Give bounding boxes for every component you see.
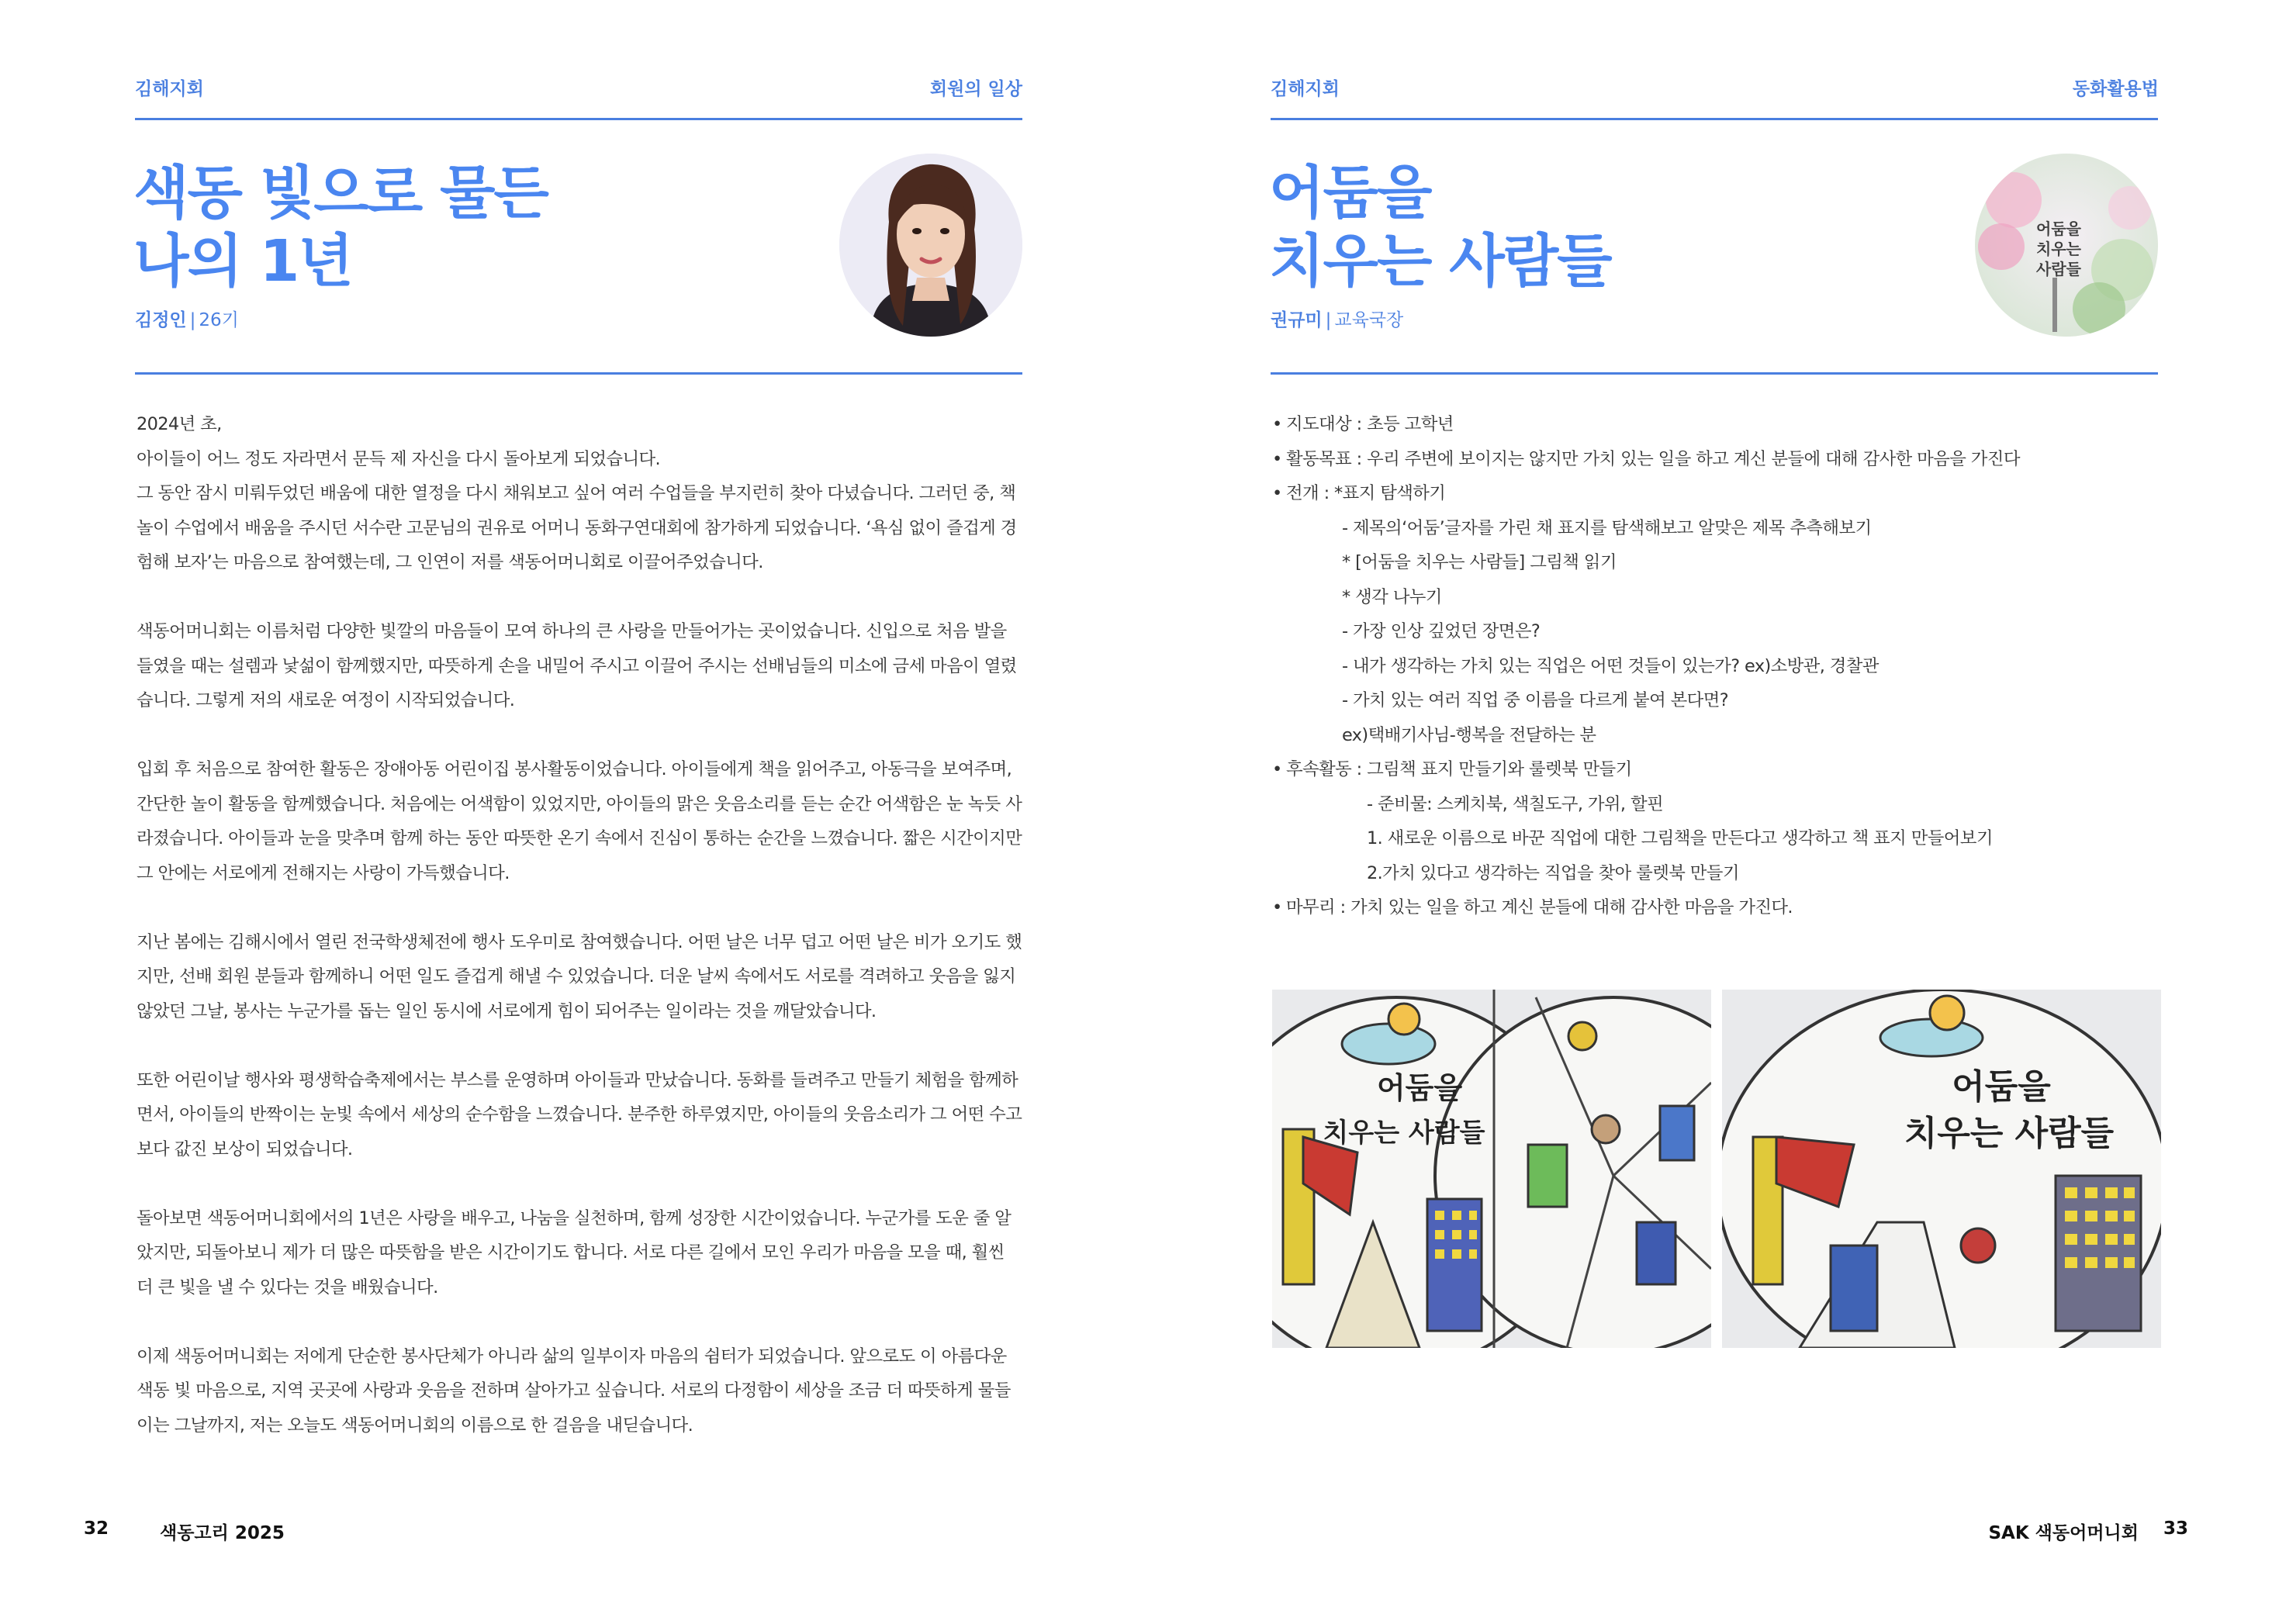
paragraph: 돌아보면 색동어머니회에서의 1년은 사랑을 배우고, 나눔을 실천하며, 함께 성장한 시간이었습니다. 누군가를 도운 줄 알았지만, 되돌아보니 제가 더 많은 따뜻함을 받은 시간이기도 합니다. 서로 다른 길에서 모인 우리가 마음을 모을 때, 훨씬 더 큰 빛을 낼 수 있다는 것을 배웠습니다.	[137, 1208, 1012, 1297]
author-name: 권규미	[1271, 310, 1323, 330]
chapter-label: 김해지회	[1271, 79, 1340, 99]
cover-craft-title-line-1: 어둠을	[1952, 1067, 2051, 1107]
lesson-item-text: - 가치 있는 여러 직업 중 이름을 다르게 붙여 본다면?	[1342, 690, 1729, 710]
paragraph: 색동어머니회는 이름처럼 다양한 빛깔의 마음들이 모여 하나의 큰 사랑을 만들어가는 곳이었습니다. 신입으로 처음 발을 들였을 때는 설렘과 낯섦이 함께했지만, 따뜻하게 손을 내밀어 주시고 이끌어 주시는 선배님들의 미소에 금세 마음이 열렸습니다. 그렇게 저의 새로운 여정이 시작되었습니다.	[137, 621, 1017, 710]
lesson-item	[1272, 614, 2156, 649]
bullet-icon: •	[1272, 448, 1282, 469]
section-label: 동화활용법	[2072, 79, 2159, 99]
lesson-item	[1272, 890, 2156, 925]
paragraph: 2024년 초, 아이들이 어느 정도 자라면서 문득 제 자신을 다시 돌아보게 되었습니다. 그 동안 잠시 미뤄두었던 배움에 대한 열정을 다시 채워보고 싶어 여러 수업들을 부지런히 찾아 다녔습니다. 그러던 중, 책 놀이 수업에서 배움을 주시던 서수란 고문님의 권유로 어머니 동화구연대회에 참가하게 되었습니다. ‘욕심 없이 즐겁게 경험해 보자’는 마음으로 참여했는데, 그 인연이 저를 색동어머니회로 이끌어주었습니다.	[137, 414, 1017, 572]
craft-title-line-1: 어둠을	[1376, 1071, 1463, 1105]
header-rule	[135, 118, 1022, 120]
article-title-line-1: 색동 빛으로 물든	[133, 160, 548, 226]
lesson-item-text: 지도대상 : 초등 고학년	[1286, 414, 1454, 434]
lesson-item	[1272, 683, 2156, 718]
section-label: 회원의 일상	[929, 79, 1022, 99]
craft-title-line-2: 치우는 사람들	[1323, 1118, 1485, 1149]
lesson-item-text: 마무리 : 가치 있는 일을 하고 계신 분들에 대해 감사한 마음을 가진다.	[1286, 897, 1793, 917]
lesson-item-text: - 가장 인상 깊었던 장면은?	[1342, 621, 1541, 641]
cover-title-line-1: 어둠을	[2036, 219, 2081, 238]
title-rule	[1271, 372, 2158, 375]
header-rule	[1271, 118, 2158, 120]
lesson-item	[1272, 545, 2156, 580]
article-title	[1269, 159, 1611, 295]
lesson-item	[1272, 442, 2156, 477]
byline: 김정인 | 26기	[135, 310, 239, 330]
cover-title-line-3: 사람들	[2036, 260, 2081, 278]
page-number: 32	[84, 1519, 109, 1539]
paragraph: 이제 색동어머니회는 저에게 단순한 봉사단체가 아니라 삶의 일부이자 마음의 쉼터가 되었습니다. 앞으로도 이 아름다운 색동 빛 마음으로, 지역 곳곳에 사랑과 웃음을 전하며 살아가고 싶습니다. 서로의 다정함이 세상을 조금 더 따뜻하게 물들이는 그날까지, 저는 오늘도 색동어머니회의 이름으로 한 걸음을 내딛습니다.	[137, 1346, 1011, 1436]
lesson-item	[1272, 407, 2156, 442]
bullet-icon: •	[1272, 483, 1282, 503]
lesson-item-text: - 준비물: 스케치북, 색칠도구, 가위, 할핀	[1367, 793, 1664, 814]
lesson-item	[1272, 821, 2156, 856]
chapter-label: 김해지회	[135, 79, 204, 99]
title-rule	[135, 372, 1022, 375]
lesson-item-text: 1. 새로운 이름으로 바꾼 직업에 대한 그림책을 만든다고 생각하고 책 표지 만들어보기	[1367, 828, 1993, 848]
lesson-item-text: * [어둠을 치우는 사람들] 그림책 읽기	[1342, 552, 1617, 572]
lesson-item-text: 활동목표 : 우리 주변에 보이지는 않지만 가치 있는 일을 하고 계신 분들에 대해 감사한 마음을 가진다	[1286, 448, 2020, 469]
author-name: 김정인	[135, 310, 187, 330]
lesson-item-text: 전개 : *표지 탐색하기	[1286, 483, 1446, 503]
lesson-item	[1272, 787, 2156, 822]
cover-title-line-2: 치우는	[2036, 240, 2081, 258]
lesson-item-text: 2.가치 있다고 생각하는 직업을 찾아 룰렛북 만들기	[1367, 862, 1739, 883]
article-title	[133, 159, 548, 295]
lesson-item-text: * 생각 나누기	[1342, 586, 1442, 607]
lesson-item-text: 후속활동 : 그림책 표지 만들기와 룰렛북 만들기	[1286, 759, 1632, 779]
lesson-item	[1272, 580, 2156, 615]
bullet-icon: •	[1272, 759, 1282, 779]
footer-title: SAK 색동어머니회	[1988, 1523, 2139, 1543]
lesson-plan-list	[1272, 407, 2156, 925]
lesson-item-text: - 내가 생각하는 가치 있는 직업은 어떤 것들이 있는가? ex)소방관, 경찰관	[1342, 655, 1879, 676]
book-cover-image	[1975, 154, 2158, 337]
cover-craft-title-line-2: 치우는 사람들	[1904, 1114, 2115, 1153]
byline: 권규미 | 교육국장	[1271, 310, 1404, 330]
lesson-item	[1272, 752, 2156, 787]
lesson-item	[1272, 856, 2156, 891]
bullet-icon: •	[1272, 897, 1282, 917]
author-role: 26기	[199, 310, 239, 330]
lesson-item-text: - 제목의‘어둠’글자를 가린 채 표지를 탐색해보고 알맞은 제목 추측해보기	[1342, 517, 1872, 538]
lesson-item	[1272, 649, 2156, 684]
author-photo	[839, 154, 1022, 337]
article-title-line-2: 나의 1년	[133, 228, 352, 295]
footer-title: 색동고리 2025	[160, 1523, 285, 1543]
paragraph: 또한 어린이날 행사와 평생학습축제에서는 부스를 운영하며 아이들과 만났습니다. 동화를 들려주고 만들기 체험을 함께하면서, 아이들의 반짝이는 눈빛 속에서 세상의 순수함을 느꼈습니다. 분주한 하루였지만, 아이들의 웃음소리가 그 어떤 수고보다 값진 보상이 되었습니다.	[137, 1069, 1022, 1159]
article-title-line-2: 치우는 사람들	[1269, 228, 1611, 295]
book-cover-craft-photo	[1722, 990, 2161, 1348]
lesson-item-text: ex)택배기사님-행복을 전달하는 분	[1342, 724, 1596, 745]
lesson-item	[1272, 476, 2156, 511]
author-role: 교육국장	[1334, 310, 1404, 330]
paragraph: 입회 후 처음으로 참여한 활동은 장애아동 어린이집 봉사활동이었습니다. 아이들에게 책을 읽어주고, 아동극을 보여주며, 간단한 놀이 활동을 함께했습니다. 처음에는 어색함이 있었지만, 아이들의 맑은 웃음소리를 듣는 순간 어색함은 눈 녹듯 사라졌습니다. 아이들과 눈을 맞추며 함께 하는 동안 따뜻한 온기 속에서 진심이 통하는 순간을 느꼈습니다. 짧은 시간이지만 그 안에는 서로에게 전해지는 사랑이 가득했습니다.	[137, 759, 1022, 883]
article-body	[137, 407, 1024, 1443]
lesson-item	[1272, 511, 2156, 546]
bullet-icon: •	[1272, 414, 1282, 434]
lesson-item	[1272, 718, 2156, 753]
article-title-line-1: 어둠을	[1269, 160, 1431, 226]
paragraph: 지난 봄에는 김해시에서 열린 전국학생체전에 행사 도우미로 참여했습니다. 어떤 날은 너무 덥고 어떤 날은 비가 오기도 했지만, 선배 회원 분들과 함께하니 어떤 일도 즐겁게 해낼 수 있었습니다. 더운 날씨 속에서도 서로를 격려하고 웃음을 잃지 않았던 그날, 봉사는 누군가를 돕는 일인 동시에 서로에게 힘이 되어주는 일이라는 것을 깨달았습니다.	[137, 931, 1022, 1021]
page-number: 33	[2163, 1519, 2188, 1539]
roulette-book-photo	[1272, 990, 1711, 1348]
